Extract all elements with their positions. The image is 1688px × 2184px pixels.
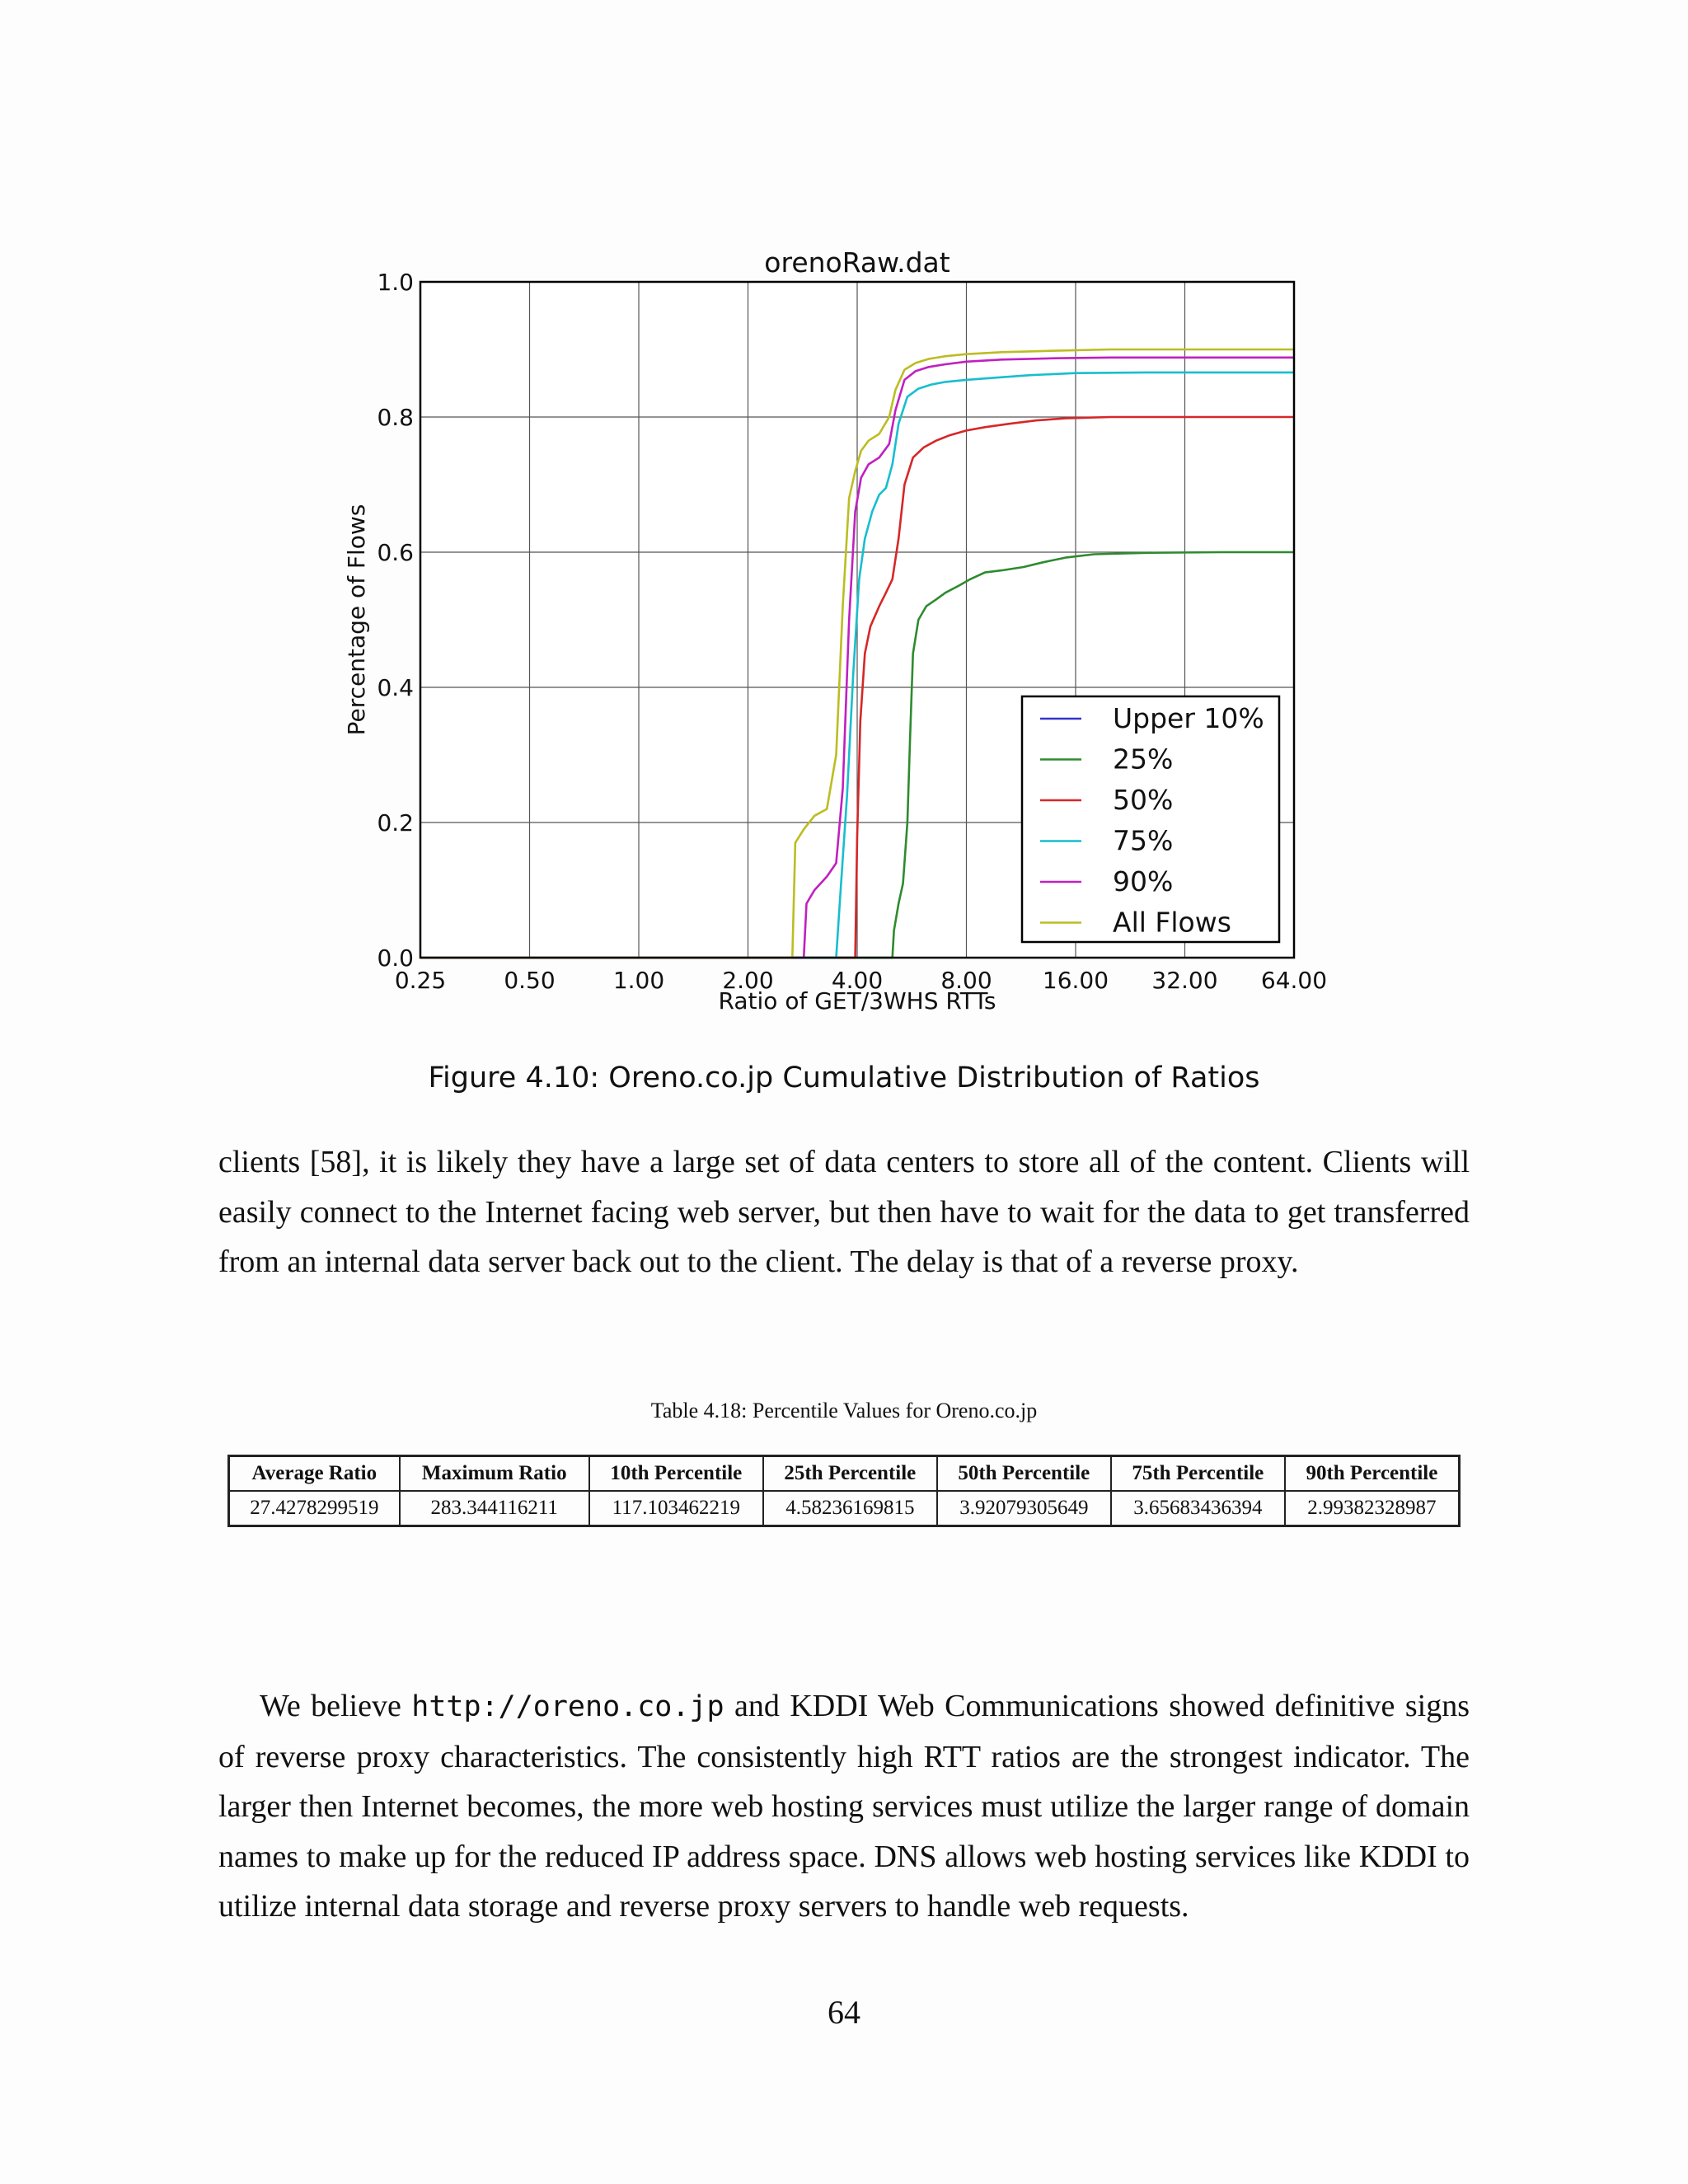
paragraph-text-rest: and KDDI Web Communications showed definitive signs of reverse proxy characteristics. The consistently high RTT ratios are the strongest indicator. The larger then Internet becomes, the more web hosting services must utilize the larger range of domain names to make up for the reduced IP address space. DNS allows web hosting services like KDDI to utilize internal data storage and reverse proxy servers to handle web requests.: [218, 1689, 1470, 1924]
body-paragraph-1: clients [58], it is likely they have a large set of data centers to store all of the content. Clients will easily connect to the Internet facing web server, but then have to wait for the data to get transferred from an internal data server back out to the client. The delay is that of a reverse proxy.: [218, 1145, 1470, 1279]
x-tick-label: 0.50: [504, 967, 556, 994]
cell-75th-percentile: 3.65683436394: [1111, 1491, 1285, 1526]
x-axis-label: Ratio of GET/3WHS RTTs: [718, 987, 996, 1015]
x-tick-label: 16.00: [1042, 967, 1109, 994]
x-tick-label: 1.00: [612, 967, 665, 994]
y-tick-label: 0.0: [377, 944, 414, 972]
x-tick-label: 32.00: [1151, 967, 1218, 994]
col-maximum-ratio: Maximum Ratio: [400, 1456, 589, 1492]
col-90th-percentile: 90th Percentile: [1285, 1456, 1460, 1492]
page-number: 64: [828, 1994, 860, 2031]
y-tick-label: 1.0: [377, 269, 414, 296]
chart-title: orenoRaw.dat: [764, 246, 950, 279]
paragraph-text-start: We believe: [260, 1689, 412, 1723]
col-25th-percentile: 25th Percentile: [763, 1456, 937, 1492]
y-tick-label: 0.2: [377, 809, 414, 837]
x-tick-label: 4.00: [831, 967, 884, 994]
y-tick-label: 0.6: [377, 539, 414, 566]
cell-90th-percentile: 2.99382328987: [1285, 1491, 1460, 1526]
col-10th-percentile: 10th Percentile: [589, 1456, 763, 1492]
figure-caption: Figure 4.10: Oreno.co.jp Cumulative Distribution of Ratios: [428, 1062, 1260, 1094]
legend-label: Upper 10%: [1113, 702, 1264, 734]
cell-average-ratio: 27.4278299519: [229, 1491, 400, 1526]
x-tick-label: 0.25: [394, 967, 447, 994]
legend-label: 50%: [1113, 784, 1174, 816]
cell-50th-percentile: 3.92079305649: [937, 1491, 1111, 1526]
y-tick-label: 0.8: [377, 404, 414, 431]
cell-10th-percentile: 117.103462219: [589, 1491, 763, 1526]
cell-25th-percentile: 4.58236169815: [763, 1491, 937, 1526]
body-paragraph-2: [218, 1681, 1470, 1932]
table-row: [229, 1491, 1460, 1526]
y-tick-label: 0.4: [377, 674, 414, 701]
col-50th-percentile: 50th Percentile: [937, 1456, 1111, 1492]
x-tick-label: 2.00: [722, 967, 774, 994]
x-tick-label: 8.00: [940, 967, 992, 994]
cdf-figure: [0, 0, 1688, 1047]
y-tick-labels: [377, 269, 414, 972]
legend-label: 75%: [1113, 824, 1174, 857]
table-caption: Table 4.18: Percentile Values for Oreno.co.jp: [650, 1399, 1038, 1422]
legend: [1022, 696, 1279, 942]
legend-label: All Flows: [1113, 906, 1231, 939]
oreno-url: http://oreno.co.jp: [411, 1690, 724, 1723]
col-75th-percentile: 75th Percentile: [1111, 1456, 1285, 1492]
table-header-row: [229, 1456, 1460, 1492]
cell-maximum-ratio: 283.344116211: [400, 1491, 589, 1526]
y-axis-label: Percentage of Flows: [343, 504, 370, 736]
col-average-ratio: Average Ratio: [229, 1456, 400, 1492]
legend-label: 90%: [1113, 865, 1174, 898]
x-tick-label: 64.00: [1260, 967, 1328, 994]
legend-label: 25%: [1113, 743, 1174, 776]
percentile-table: [227, 1455, 1461, 1527]
